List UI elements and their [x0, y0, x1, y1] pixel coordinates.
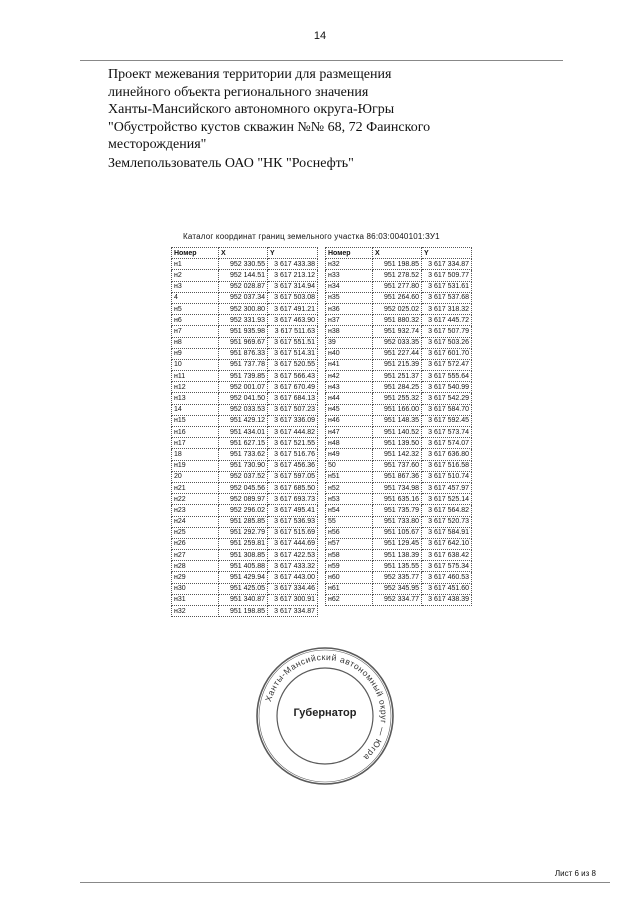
- x-coordinate: 951 735.79: [373, 505, 422, 516]
- point-number: н57: [326, 538, 373, 549]
- point-number: н30: [172, 583, 219, 594]
- y-coordinate: 3 617 510.74: [422, 471, 472, 482]
- point-number: н38: [326, 326, 373, 337]
- table-row: [326, 382, 472, 393]
- table-row: [172, 348, 318, 359]
- coordinates-table-left: [171, 247, 318, 617]
- y-coordinate: 3 617 318.32: [422, 303, 472, 314]
- table-row: [172, 538, 318, 549]
- table-row: [172, 393, 318, 404]
- table-row: [172, 270, 318, 281]
- table-row: [326, 494, 472, 505]
- x-coordinate: 951 284.25: [373, 382, 422, 393]
- table-row: [172, 460, 318, 471]
- point-number: н41: [326, 359, 373, 370]
- table-row: [326, 449, 472, 460]
- table-row: [326, 315, 472, 326]
- x-coordinate: 951 730.90: [219, 460, 268, 471]
- x-coordinate: 952 296.02: [219, 505, 268, 516]
- project-title-line: месторождения": [108, 137, 207, 152]
- y-coordinate: 3 617 445.72: [422, 315, 472, 326]
- seal-center-text: Губернатор: [293, 707, 357, 719]
- x-coordinate: 951 198.85: [373, 259, 422, 270]
- y-coordinate: 3 617 566.43: [268, 371, 318, 382]
- point-number: 14: [172, 404, 219, 415]
- point-number: н27: [172, 550, 219, 561]
- x-coordinate: 952 045.56: [219, 482, 268, 493]
- table-row: [326, 527, 472, 538]
- y-coordinate: 3 617 592.45: [422, 415, 472, 426]
- table-row: [326, 505, 472, 516]
- point-number: н36: [326, 303, 373, 314]
- x-coordinate: 951 251.37: [373, 371, 422, 382]
- point-number: н31: [172, 594, 219, 605]
- x-coordinate: 951 867.36: [373, 471, 422, 482]
- point-number: н33: [326, 270, 373, 281]
- y-coordinate: 3 617 300.91: [268, 594, 318, 605]
- y-coordinate: 3 617 575.34: [422, 561, 472, 572]
- x-coordinate: 951 737.60: [373, 460, 422, 471]
- column-header-x: X: [373, 248, 422, 259]
- table-row: [172, 594, 318, 605]
- x-coordinate: 952 025.02: [373, 303, 422, 314]
- column-header-number: Номер: [326, 248, 373, 259]
- y-coordinate: 3 617 531.61: [422, 281, 472, 292]
- x-coordinate: 951 292.79: [219, 527, 268, 538]
- point-number: н62: [326, 594, 373, 605]
- table-row: [172, 281, 318, 292]
- point-number: н60: [326, 572, 373, 583]
- x-coordinate: 952 037.34: [219, 292, 268, 303]
- x-coordinate: 951 733.62: [219, 449, 268, 460]
- point-number: н28: [172, 561, 219, 572]
- point-number: н42: [326, 371, 373, 382]
- project-title-line: Проект межевания территории для размещения: [108, 67, 392, 82]
- point-number: н25: [172, 527, 219, 538]
- point-number: н11: [172, 371, 219, 382]
- point-number: н19: [172, 460, 219, 471]
- y-coordinate: 3 617 491.21: [268, 303, 318, 314]
- point-number: н26: [172, 538, 219, 549]
- x-coordinate: 951 739.85: [219, 371, 268, 382]
- x-coordinate: 951 425.05: [219, 583, 268, 594]
- x-coordinate: 951 215.39: [373, 359, 422, 370]
- x-coordinate: 951 264.60: [373, 292, 422, 303]
- x-coordinate: 951 142.32: [373, 449, 422, 460]
- point-number: н49: [326, 449, 373, 460]
- table-row: [326, 460, 472, 471]
- point-number: н51: [326, 471, 373, 482]
- y-coordinate: 3 617 334.87: [268, 606, 318, 617]
- table-header-row: [172, 248, 318, 259]
- point-number: н52: [326, 482, 373, 493]
- y-coordinate: 3 617 520.73: [422, 516, 472, 527]
- table-row: [326, 538, 472, 549]
- y-coordinate: 3 617 515.69: [268, 527, 318, 538]
- x-coordinate: 951 105.67: [373, 527, 422, 538]
- x-coordinate: 952 331.93: [219, 315, 268, 326]
- table-row: [326, 427, 472, 438]
- table-row: [172, 583, 318, 594]
- y-coordinate: 3 617 507.79: [422, 326, 472, 337]
- x-coordinate: 952 028.87: [219, 281, 268, 292]
- point-number: н3: [172, 281, 219, 292]
- table-row: [326, 404, 472, 415]
- point-number: н24: [172, 516, 219, 527]
- y-coordinate: 3 617 443.00: [268, 572, 318, 583]
- table-row: [172, 326, 318, 337]
- point-number: н61: [326, 583, 373, 594]
- x-coordinate: 951 255.32: [373, 393, 422, 404]
- point-number: н13: [172, 393, 219, 404]
- y-coordinate: 3 617 503.26: [422, 337, 472, 348]
- table-row: [172, 606, 318, 617]
- point-number: н12: [172, 382, 219, 393]
- point-number: 20: [172, 471, 219, 482]
- x-coordinate: 952 300.80: [219, 303, 268, 314]
- point-number: н5: [172, 303, 219, 314]
- point-number: н9: [172, 348, 219, 359]
- y-coordinate: 3 617 572.47: [422, 359, 472, 370]
- top-divider: [80, 60, 563, 61]
- land-user: Землепользователь ОАО "НК "Роснефть": [108, 156, 354, 171]
- point-number: н40: [326, 348, 373, 359]
- table-row: [326, 482, 472, 493]
- column-header-y: Y: [422, 248, 472, 259]
- x-coordinate: 951 140.52: [373, 427, 422, 438]
- y-coordinate: 3 617 584.70: [422, 404, 472, 415]
- table-row: [172, 337, 318, 348]
- x-coordinate: 952 089.97: [219, 494, 268, 505]
- x-coordinate: 951 876.33: [219, 348, 268, 359]
- x-coordinate: 951 737.78: [219, 359, 268, 370]
- x-coordinate: 951 734.98: [373, 482, 422, 493]
- x-coordinate: 952 033.35: [373, 337, 422, 348]
- y-coordinate: 3 617 511.63: [268, 326, 318, 337]
- x-coordinate: 951 935.98: [219, 326, 268, 337]
- y-coordinate: 3 617 542.29: [422, 393, 472, 404]
- x-coordinate: 952 033.53: [219, 404, 268, 415]
- table-row: [172, 404, 318, 415]
- y-coordinate: 3 617 536.93: [268, 516, 318, 527]
- y-coordinate: 3 617 213.12: [268, 270, 318, 281]
- table-row: [326, 550, 472, 561]
- y-coordinate: 3 617 564.82: [422, 505, 472, 516]
- x-coordinate: 951 148.35: [373, 415, 422, 426]
- y-coordinate: 3 617 574.07: [422, 438, 472, 449]
- column-header-y: Y: [268, 248, 318, 259]
- x-coordinate: 951 635.16: [373, 494, 422, 505]
- point-number: 18: [172, 449, 219, 460]
- table-row: [172, 572, 318, 583]
- y-coordinate: 3 617 520.55: [268, 359, 318, 370]
- table-row: [172, 315, 318, 326]
- x-coordinate: 951 405.88: [219, 561, 268, 572]
- x-coordinate: 952 334.77: [373, 594, 422, 605]
- x-coordinate: 951 340.87: [219, 594, 268, 605]
- table-row: [326, 516, 472, 527]
- point-number: н45: [326, 404, 373, 415]
- y-coordinate: 3 617 433.38: [268, 259, 318, 270]
- table-row: [172, 449, 318, 460]
- table-row: [326, 583, 472, 594]
- table-row: [326, 359, 472, 370]
- table-row: [326, 594, 472, 605]
- point-number: н32: [326, 259, 373, 270]
- y-coordinate: 3 617 597.05: [268, 471, 318, 482]
- point-number: н58: [326, 550, 373, 561]
- project-title: [108, 66, 548, 154]
- y-coordinate: 3 617 463.90: [268, 315, 318, 326]
- table-row: [172, 550, 318, 561]
- y-coordinate: 3 617 693.73: [268, 494, 318, 505]
- y-coordinate: 3 617 525.14: [422, 494, 472, 505]
- y-coordinate: 3 617 503.08: [268, 292, 318, 303]
- y-coordinate: 3 617 601.70: [422, 348, 472, 359]
- table-row: [326, 438, 472, 449]
- point-number: н53: [326, 494, 373, 505]
- table-row: [326, 337, 472, 348]
- table-row: [172, 427, 318, 438]
- table-row: [326, 371, 472, 382]
- point-number: н15: [172, 415, 219, 426]
- y-coordinate: 3 617 314.94: [268, 281, 318, 292]
- point-number: н21: [172, 482, 219, 493]
- point-number: н37: [326, 315, 373, 326]
- y-coordinate: 3 617 495.41: [268, 505, 318, 516]
- x-coordinate: 951 308.85: [219, 550, 268, 561]
- point-number: н17: [172, 438, 219, 449]
- seal-ring-text: Ханты-Мансийский автономный округ — Югра: [263, 651, 390, 763]
- y-coordinate: 3 617 444.82: [268, 427, 318, 438]
- table-row: [326, 281, 472, 292]
- project-title-line: Ханты-Мансийского автономного округа-Югры: [108, 102, 395, 117]
- table-row: [172, 561, 318, 572]
- x-coordinate: 952 144.51: [219, 270, 268, 281]
- bottom-divider: [80, 882, 610, 883]
- project-title-line: "Обустройство кустов скважин №№ 68, 72 Фаинского: [108, 119, 431, 135]
- y-coordinate: 3 617 636.80: [422, 449, 472, 460]
- table-row: [172, 438, 318, 449]
- y-coordinate: 3 617 685.50: [268, 482, 318, 493]
- y-coordinate: 3 617 336.09: [268, 415, 318, 426]
- table-row: [326, 348, 472, 359]
- x-coordinate: 951 969.67: [219, 337, 268, 348]
- point-number: 4: [172, 292, 219, 303]
- point-number: н43: [326, 382, 373, 393]
- x-coordinate: 952 041.50: [219, 393, 268, 404]
- x-coordinate: 951 135.55: [373, 561, 422, 572]
- y-coordinate: 3 617 422.53: [268, 550, 318, 561]
- table-row: [326, 292, 472, 303]
- point-number: н44: [326, 393, 373, 404]
- y-coordinate: 3 617 638.42: [422, 550, 472, 561]
- table-row: [172, 527, 318, 538]
- y-coordinate: 3 617 516.58: [422, 460, 472, 471]
- y-coordinate: 3 617 573.74: [422, 427, 472, 438]
- x-coordinate: 951 434.01: [219, 427, 268, 438]
- point-number: н35: [326, 292, 373, 303]
- y-coordinate: 3 617 516.76: [268, 449, 318, 460]
- x-coordinate: 951 227.44: [373, 348, 422, 359]
- x-coordinate: 951 429.94: [219, 572, 268, 583]
- x-coordinate: 951 880.32: [373, 315, 422, 326]
- column-header-number: Номер: [172, 248, 219, 259]
- table-row: [326, 415, 472, 426]
- x-coordinate: 952 001.07: [219, 382, 268, 393]
- y-coordinate: 3 617 642.10: [422, 538, 472, 549]
- x-coordinate: 952 330.55: [219, 259, 268, 270]
- governor-seal: [255, 646, 395, 786]
- x-coordinate: 952 335.77: [373, 572, 422, 583]
- table-row: [326, 303, 472, 314]
- point-number: н22: [172, 494, 219, 505]
- y-coordinate: 3 617 514.31: [268, 348, 318, 359]
- column-header-x: X: [219, 248, 268, 259]
- y-coordinate: 3 617 670.49: [268, 382, 318, 393]
- page-number: 14: [313, 30, 327, 42]
- table-row: [172, 292, 318, 303]
- x-coordinate: 951 198.85: [219, 606, 268, 617]
- point-number: н2: [172, 270, 219, 281]
- table-row: [172, 505, 318, 516]
- point-number: 55: [326, 516, 373, 527]
- sheet-label: Лист 6 из 8: [554, 869, 596, 878]
- table-row: [172, 259, 318, 270]
- y-coordinate: 3 617 451.60: [422, 583, 472, 594]
- point-number: н23: [172, 505, 219, 516]
- table-row: [326, 561, 472, 572]
- point-number: н32: [172, 606, 219, 617]
- x-coordinate: 951 259.81: [219, 538, 268, 549]
- x-coordinate: 951 733.80: [373, 516, 422, 527]
- x-coordinate: 952 037.52: [219, 471, 268, 482]
- table-row: [172, 382, 318, 393]
- y-coordinate: 3 617 334.46: [268, 583, 318, 594]
- table-header-row: [326, 248, 472, 259]
- point-number: н59: [326, 561, 373, 572]
- project-title-line: линейного объекта регионального значения: [108, 84, 369, 100]
- y-coordinate: 3 617 438.39: [422, 594, 472, 605]
- catalog-title: Каталог координат границ земельного участка 86:03:0040101:ЗУ1: [183, 232, 440, 241]
- table-row: [172, 482, 318, 493]
- point-number: н8: [172, 337, 219, 348]
- x-coordinate: 951 429.12: [219, 415, 268, 426]
- point-number: 10: [172, 359, 219, 370]
- x-coordinate: 951 285.85: [219, 516, 268, 527]
- point-number: н6: [172, 315, 219, 326]
- table-row: [172, 471, 318, 482]
- coordinates-table-right: [325, 247, 472, 606]
- table-row: [172, 371, 318, 382]
- table-row: [326, 326, 472, 337]
- point-number: н56: [326, 527, 373, 538]
- y-coordinate: 3 617 334.87: [422, 259, 472, 270]
- point-number: 50: [326, 460, 373, 471]
- y-coordinate: 3 617 433.32: [268, 561, 318, 572]
- y-coordinate: 3 617 540.99: [422, 382, 472, 393]
- y-coordinate: 3 617 444.69: [268, 538, 318, 549]
- point-number: н1: [172, 259, 219, 270]
- y-coordinate: 3 617 521.55: [268, 438, 318, 449]
- point-number: 39: [326, 337, 373, 348]
- table-row: [326, 393, 472, 404]
- x-coordinate: 951 277.80: [373, 281, 422, 292]
- x-coordinate: 951 139.50: [373, 438, 422, 449]
- x-coordinate: 951 138.39: [373, 550, 422, 561]
- table-row: [172, 516, 318, 527]
- x-coordinate: 951 278.52: [373, 270, 422, 281]
- y-coordinate: 3 617 537.68: [422, 292, 472, 303]
- y-coordinate: 3 617 684.13: [268, 393, 318, 404]
- table-row: [172, 303, 318, 314]
- y-coordinate: 3 617 555.64: [422, 371, 472, 382]
- point-number: н7: [172, 326, 219, 337]
- y-coordinate: 3 617 584.91: [422, 527, 472, 538]
- table-row: [172, 359, 318, 370]
- point-number: н34: [326, 281, 373, 292]
- table-row: [326, 471, 472, 482]
- point-number: н54: [326, 505, 373, 516]
- x-coordinate: 951 932.74: [373, 326, 422, 337]
- x-coordinate: 951 627.15: [219, 438, 268, 449]
- y-coordinate: 3 617 507.23: [268, 404, 318, 415]
- table-row: [172, 494, 318, 505]
- table-row: [326, 270, 472, 281]
- table-row: [172, 415, 318, 426]
- point-number: н48: [326, 438, 373, 449]
- x-coordinate: 951 166.00: [373, 404, 422, 415]
- y-coordinate: 3 617 551.51: [268, 337, 318, 348]
- point-number: н46: [326, 415, 373, 426]
- y-coordinate: 3 617 456.36: [268, 460, 318, 471]
- point-number: н47: [326, 427, 373, 438]
- x-coordinate: 952 345.95: [373, 583, 422, 594]
- point-number: н29: [172, 572, 219, 583]
- y-coordinate: 3 617 509.77: [422, 270, 472, 281]
- table-row: [326, 259, 472, 270]
- table-row: [326, 572, 472, 583]
- x-coordinate: 951 129.45: [373, 538, 422, 549]
- point-number: н16: [172, 427, 219, 438]
- y-coordinate: 3 617 460.53: [422, 572, 472, 583]
- y-coordinate: 3 617 457.97: [422, 482, 472, 493]
